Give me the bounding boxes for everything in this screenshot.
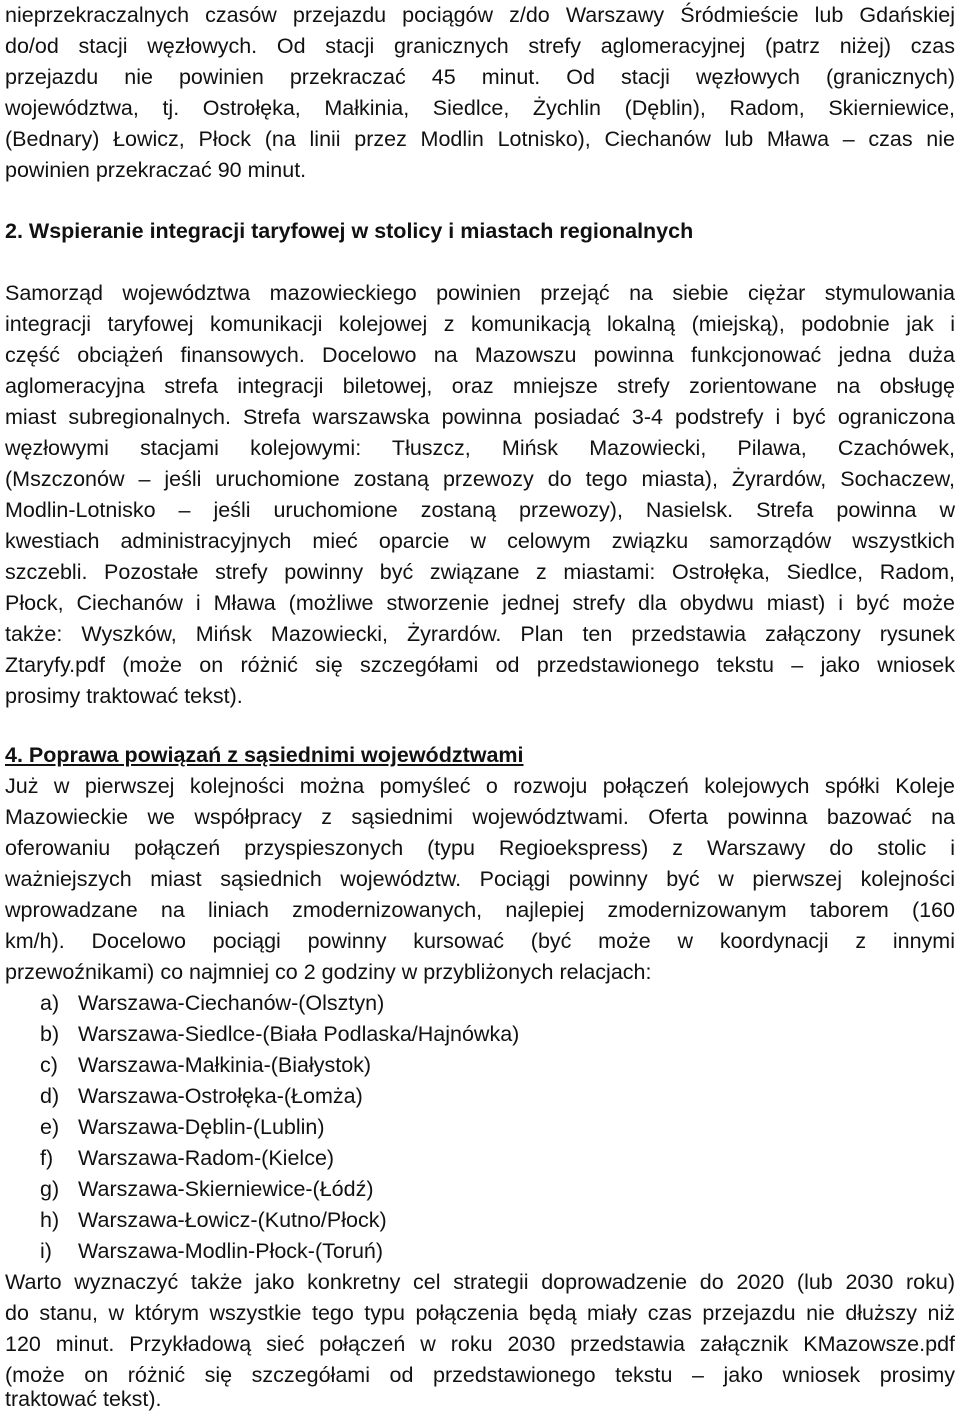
paragraph-line: (może on różnić się szczegółami od przedstawionego tekstu – jako wniosek prosimy <box>5 1363 955 1387</box>
paragraph-line: (Mszczonów – jeśli uruchomione zostaną przewozy do tego miasta), Żyrardów, Sochaczew, <box>5 467 955 491</box>
list-item-text: Warszawa-Małkinia-(Białystok) <box>78 1053 372 1077</box>
list-item-text: Warszawa-Radom-(Kielce) <box>78 1146 335 1170</box>
list-marker: h) <box>40 1208 60 1232</box>
paragraph-line: wprowadzane na liniach zmodernizowanych, najlepiej zmodernizowanym taborem (160 <box>5 898 955 922</box>
paragraph-line: Mazowieckie we współpracy z sąsiednimi województwami. Oferta powinna bazować na <box>5 805 955 829</box>
list-item-text: Warszawa-Siedlce-(Biała Podlaska/Hajnówka) <box>78 1022 520 1046</box>
list-marker: g) <box>40 1177 60 1201</box>
list-item <box>40 1081 363 1112</box>
list-item-text: Warszawa-Ostrołęka-(Łomża) <box>78 1084 363 1108</box>
paragraph-line: powinien przekraczać 90 minut. <box>5 158 307 182</box>
paragraph-line: kwestiach administracyjnych mieć oparcie w celowym związku samorządów wszystkich <box>5 529 955 553</box>
paragraph-line: 120 minut. Przykładową sieć połączeń w roku 2030 przedstawia załącznik KMazowsze.pdf <box>5 1332 955 1356</box>
list-marker: i) <box>40 1239 52 1263</box>
section-heading: 4. Poprawa powiązań z sąsiednimi województwami <box>5 743 524 767</box>
paragraph-line: Warto wyznaczyć także jako konkretny cel strategii doprowadzenie do 2020 (lub 2030 roku) <box>5 1270 955 1294</box>
paragraph-line: Już w pierwszej kolejności można pomyśleć o rozwoju połączeń kolejowych spółki Koleje <box>5 774 955 798</box>
list-item <box>40 1174 374 1205</box>
list-item <box>40 1050 371 1081</box>
paragraph-line: część obciążeń finansowych. Docelowo na Mazowszu powinna funkcjonować jedna duża <box>5 343 955 367</box>
list-item <box>40 1143 334 1174</box>
list-item-text: Warszawa-Ciechanów-(Olsztyn) <box>78 991 385 1015</box>
paragraph-line: miast subregionalnych. Strefa warszawska powinna posiadać 3-4 podstrefy i być ograniczona <box>5 405 955 429</box>
paragraph-line: węzłowymi stacjami kolejowymi: Tłuszcz, Mińsk Mazowiecki, Pilawa, Czachówek, <box>5 436 955 460</box>
paragraph-line: km/h). Docelowo pociągi powinny kursować (być może w koordynacji z innymi <box>5 929 955 953</box>
paragraph-line: integracji taryfowej komunikacji kolejowej z komunikacją lokalną (miejską), podobnie jak i <box>5 312 955 336</box>
paragraph-line: ważniejszych miast sąsiednich województw. Pociągi powinny być w pierwszej kolejności <box>5 867 955 891</box>
paragraph-line: nieprzekraczalnych czasów przejazdu pociągów z/do Warszawy Śródmieście lub Gdańskiej <box>5 3 955 27</box>
list-item <box>40 1019 519 1050</box>
paragraph-line: do stanu, w którym wszystkie tego typu połączenia będą miały czas przejazdu nie dłuższy niż <box>5 1301 955 1325</box>
list-marker: e) <box>40 1115 60 1139</box>
paragraph-line: przewoźnikami) co najmniej co 2 godziny w przybliżonych relacjach: <box>5 960 652 984</box>
paragraph-line: Samorząd województwa mazowieckiego powinien przejąć na siebie ciężar stymulowania <box>5 281 955 305</box>
list-item <box>40 1236 383 1267</box>
paragraph-line: szczebli. Pozostałe strefy powinny być związane z miastami: Ostrołęka, Siedlce, Radom, <box>5 560 955 584</box>
paragraph-line: oferowaniu połączeń przyspieszonych (typu Regioekspress) z Warszawy do stolic i <box>5 836 955 860</box>
list-marker: c) <box>40 1053 58 1077</box>
paragraph-line: województwa, tj. Ostrołęka, Małkinia, Siedlce, Żychlin (Dęblin), Radom, Skierniewice, <box>5 96 955 120</box>
paragraph-line: aglomeracyjna strefa integracji biletowej, oraz mniejsze strefy zorientowane na obsługę <box>5 374 955 398</box>
paragraph-line: prosimy traktować tekst). <box>5 684 243 708</box>
list-item-text: Warszawa-Skierniewice-(Łódź) <box>78 1177 374 1201</box>
paragraph-line: przejazdu nie powinien przekraczać 45 minut. Od stacji węzłowych (granicznych) <box>5 65 955 89</box>
paragraph-line: traktować tekst). <box>5 1387 162 1411</box>
list-marker: a) <box>40 991 60 1015</box>
paragraph-line: także: Wyszków, Mińsk Mazowiecki, Żyrardów. Plan ten przedstawia załączony rysunek <box>5 622 955 646</box>
paragraph-line: do/od stacji węzłowych. Od stacji granicznych strefy aglomeracyjnej (patrz niżej) czas <box>5 34 955 58</box>
list-item-text: Warszawa-Dęblin-(Lublin) <box>78 1115 325 1139</box>
paragraph-line: (Bednary) Łowicz, Płock (na linii przez Modlin Lotnisko), Ciechanów lub Mława – czas nie <box>5 127 955 151</box>
paragraph-line: Ztaryfy.pdf (może on różnić się szczegółami od przedstawionego tekstu – jako wniosek <box>5 653 955 677</box>
list-marker: b) <box>40 1022 60 1046</box>
section-heading: 2. Wspieranie integracji taryfowej w stolicy i miastach regionalnych <box>5 219 694 243</box>
list-item-text: Warszawa-Łowicz-(Kutno/Płock) <box>78 1208 387 1232</box>
list-marker: f) <box>40 1146 54 1170</box>
list-item-text: Warszawa-Modlin-Płock-(Toruń) <box>78 1239 384 1263</box>
list-item <box>40 1205 387 1236</box>
list-item <box>40 988 384 1019</box>
paragraph-line: Płock, Ciechanów i Mława (możliwe stworzenie jednej strefy dla obydwu miast) i być może <box>5 591 955 615</box>
paragraph-line: Modlin-Lotnisko – jeśli uruchomione zostaną przewozy), Nasielsk. Strefa powinna w <box>5 498 955 522</box>
list-marker: d) <box>40 1084 60 1108</box>
list-item <box>40 1112 325 1143</box>
